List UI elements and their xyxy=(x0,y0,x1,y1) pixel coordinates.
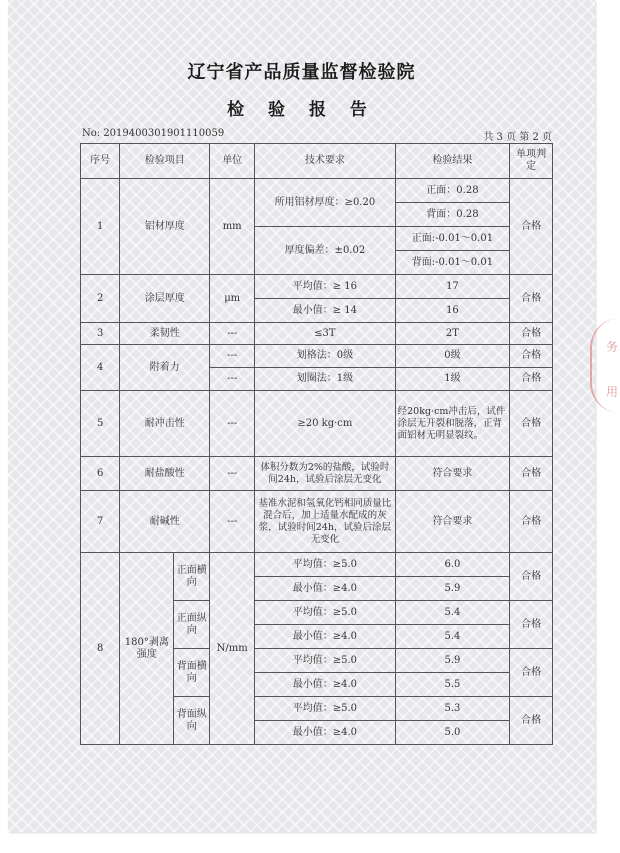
judgement: 合格 xyxy=(510,179,553,275)
table-row xyxy=(81,391,553,457)
table-row xyxy=(81,323,553,345)
result: 16 xyxy=(395,299,510,323)
judgement: 合格 xyxy=(510,391,553,457)
row-number: 5 xyxy=(81,391,120,457)
unit: --- xyxy=(210,391,255,457)
table-header-row xyxy=(81,144,553,179)
table-row xyxy=(81,179,553,203)
result: 正面：0.28 xyxy=(395,179,510,203)
result: 5.4 xyxy=(395,625,510,649)
item-name: 180°剥离强度 xyxy=(120,553,174,745)
header-cell: 技术要求 xyxy=(255,144,395,179)
row-number: 2 xyxy=(81,275,120,323)
sub-item: 正面横向 xyxy=(174,553,210,601)
seal-character: 务 xyxy=(605,340,618,354)
result: 5.5 xyxy=(395,673,510,697)
requirement: 体积分数为2%的盐酸，试验时间24h，试验后涂层无变化 xyxy=(255,457,395,491)
unit: --- xyxy=(210,491,255,553)
result: 5.0 xyxy=(395,721,510,745)
requirement: 基准水泥和氢氧化钙相同质量比混合后，加上适量水配成的灰浆，试验时间24h，试验后涂层无变化 xyxy=(255,491,395,553)
table-row xyxy=(81,275,553,299)
row-number: 7 xyxy=(81,491,120,553)
sub-item: 背面纵向 xyxy=(174,697,210,745)
unit: --- xyxy=(210,457,255,491)
header-cell: 序号 xyxy=(81,144,120,179)
result: 0级 xyxy=(395,345,510,368)
result: 17 xyxy=(395,275,510,299)
judgement: 合格 xyxy=(510,553,553,601)
requirement: 平均值：≥5.0 xyxy=(255,601,395,625)
table-row xyxy=(81,491,553,553)
result: 经20kg·cm冲击后，试件涂层无开裂和脱落，正背面铝材无明显裂纹。 xyxy=(395,391,510,457)
row-number: 1 xyxy=(81,179,120,275)
requirement: 最小值：≥4.0 xyxy=(255,625,395,649)
item-name: 铝材厚度 xyxy=(120,179,210,275)
report-title: 检 验 报 告 xyxy=(227,100,376,120)
row-number: 4 xyxy=(81,345,120,391)
header-cell: 检验项目 xyxy=(120,144,210,179)
judgement: 合格 xyxy=(510,345,553,368)
judgement: 合格 xyxy=(510,697,553,745)
item-name: 柔韧性 xyxy=(120,323,210,345)
result: 背面:-0.01～0.01 xyxy=(395,251,510,275)
table-row xyxy=(81,457,553,491)
seal-character: 用 xyxy=(605,385,618,399)
judgement: 合格 xyxy=(510,368,553,391)
result: 2T xyxy=(395,323,510,345)
item-name: 耐碱性 xyxy=(120,491,210,553)
header-cell: 单位 xyxy=(210,144,255,179)
result: 5.3 xyxy=(395,697,510,721)
sub-item: 背面横向 xyxy=(174,649,210,697)
report-number: No: 2019400301901110059 xyxy=(82,128,225,139)
unit: --- xyxy=(210,323,255,345)
result: 5.4 xyxy=(395,601,510,625)
inspection-table xyxy=(80,143,553,745)
unit: N/mm xyxy=(210,553,255,745)
sub-item: 正面纵向 xyxy=(174,601,210,649)
result: 1级 xyxy=(395,368,510,391)
judgement: 合格 xyxy=(510,491,553,553)
requirement: 平均值：≥ 16 xyxy=(255,275,395,299)
item-name: 附着力 xyxy=(120,345,210,391)
row-number: 8 xyxy=(81,553,120,745)
table-row xyxy=(81,553,553,577)
header-cell: 单项判定 xyxy=(510,144,553,179)
requirement: 厚度偏差：±0.02 xyxy=(255,227,395,275)
requirement: 最小值：≥ 14 xyxy=(255,299,395,323)
requirement: 所用铝材厚度：≥0.20 xyxy=(255,179,395,227)
unit: μm xyxy=(210,275,255,323)
unit: mm xyxy=(210,179,255,275)
page-indicator: 共 3 页 第 2 页 xyxy=(483,132,552,143)
judgement: 合格 xyxy=(510,649,553,697)
result: 符合要求 xyxy=(395,457,510,491)
result: 符合要求 xyxy=(395,491,510,553)
result: 背面：0.28 xyxy=(395,203,510,227)
row-number: 3 xyxy=(81,323,120,345)
requirement: ≤3T xyxy=(255,323,395,345)
item-name: 耐冲击性 xyxy=(120,391,210,457)
requirement: 最小值：≥4.0 xyxy=(255,577,395,601)
requirement: 平均值：≥5.0 xyxy=(255,553,395,577)
requirement: 最小值：≥4.0 xyxy=(255,721,395,745)
requirement: 平均值：≥5.0 xyxy=(255,697,395,721)
result: 正面:-0.01～0.01 xyxy=(395,227,510,251)
item-name: 涂层厚度 xyxy=(120,275,210,323)
judgement: 合格 xyxy=(510,323,553,345)
result: 5.9 xyxy=(395,577,510,601)
requirement: 平均值：≥5.0 xyxy=(255,649,395,673)
item-name: 耐盐酸性 xyxy=(120,457,210,491)
report-page xyxy=(8,0,595,832)
organization-name: 辽宁省产品质量监督检验院 xyxy=(187,62,416,83)
unit: --- xyxy=(210,345,255,368)
unit: --- xyxy=(210,368,255,391)
requirement: 划格法：0级 xyxy=(255,345,395,368)
requirement: ≥20 kg·cm xyxy=(255,391,395,457)
header-cell: 检验结果 xyxy=(395,144,510,179)
requirement: 最小值：≥4.0 xyxy=(255,673,395,697)
judgement: 合格 xyxy=(510,601,553,649)
table-row xyxy=(81,345,553,368)
judgement: 合格 xyxy=(510,457,553,491)
requirement: 划圈法：1级 xyxy=(255,368,395,391)
judgement: 合格 xyxy=(510,275,553,323)
row-number: 6 xyxy=(81,457,120,491)
result: 6.0 xyxy=(395,553,510,577)
result: 5.9 xyxy=(395,649,510,673)
